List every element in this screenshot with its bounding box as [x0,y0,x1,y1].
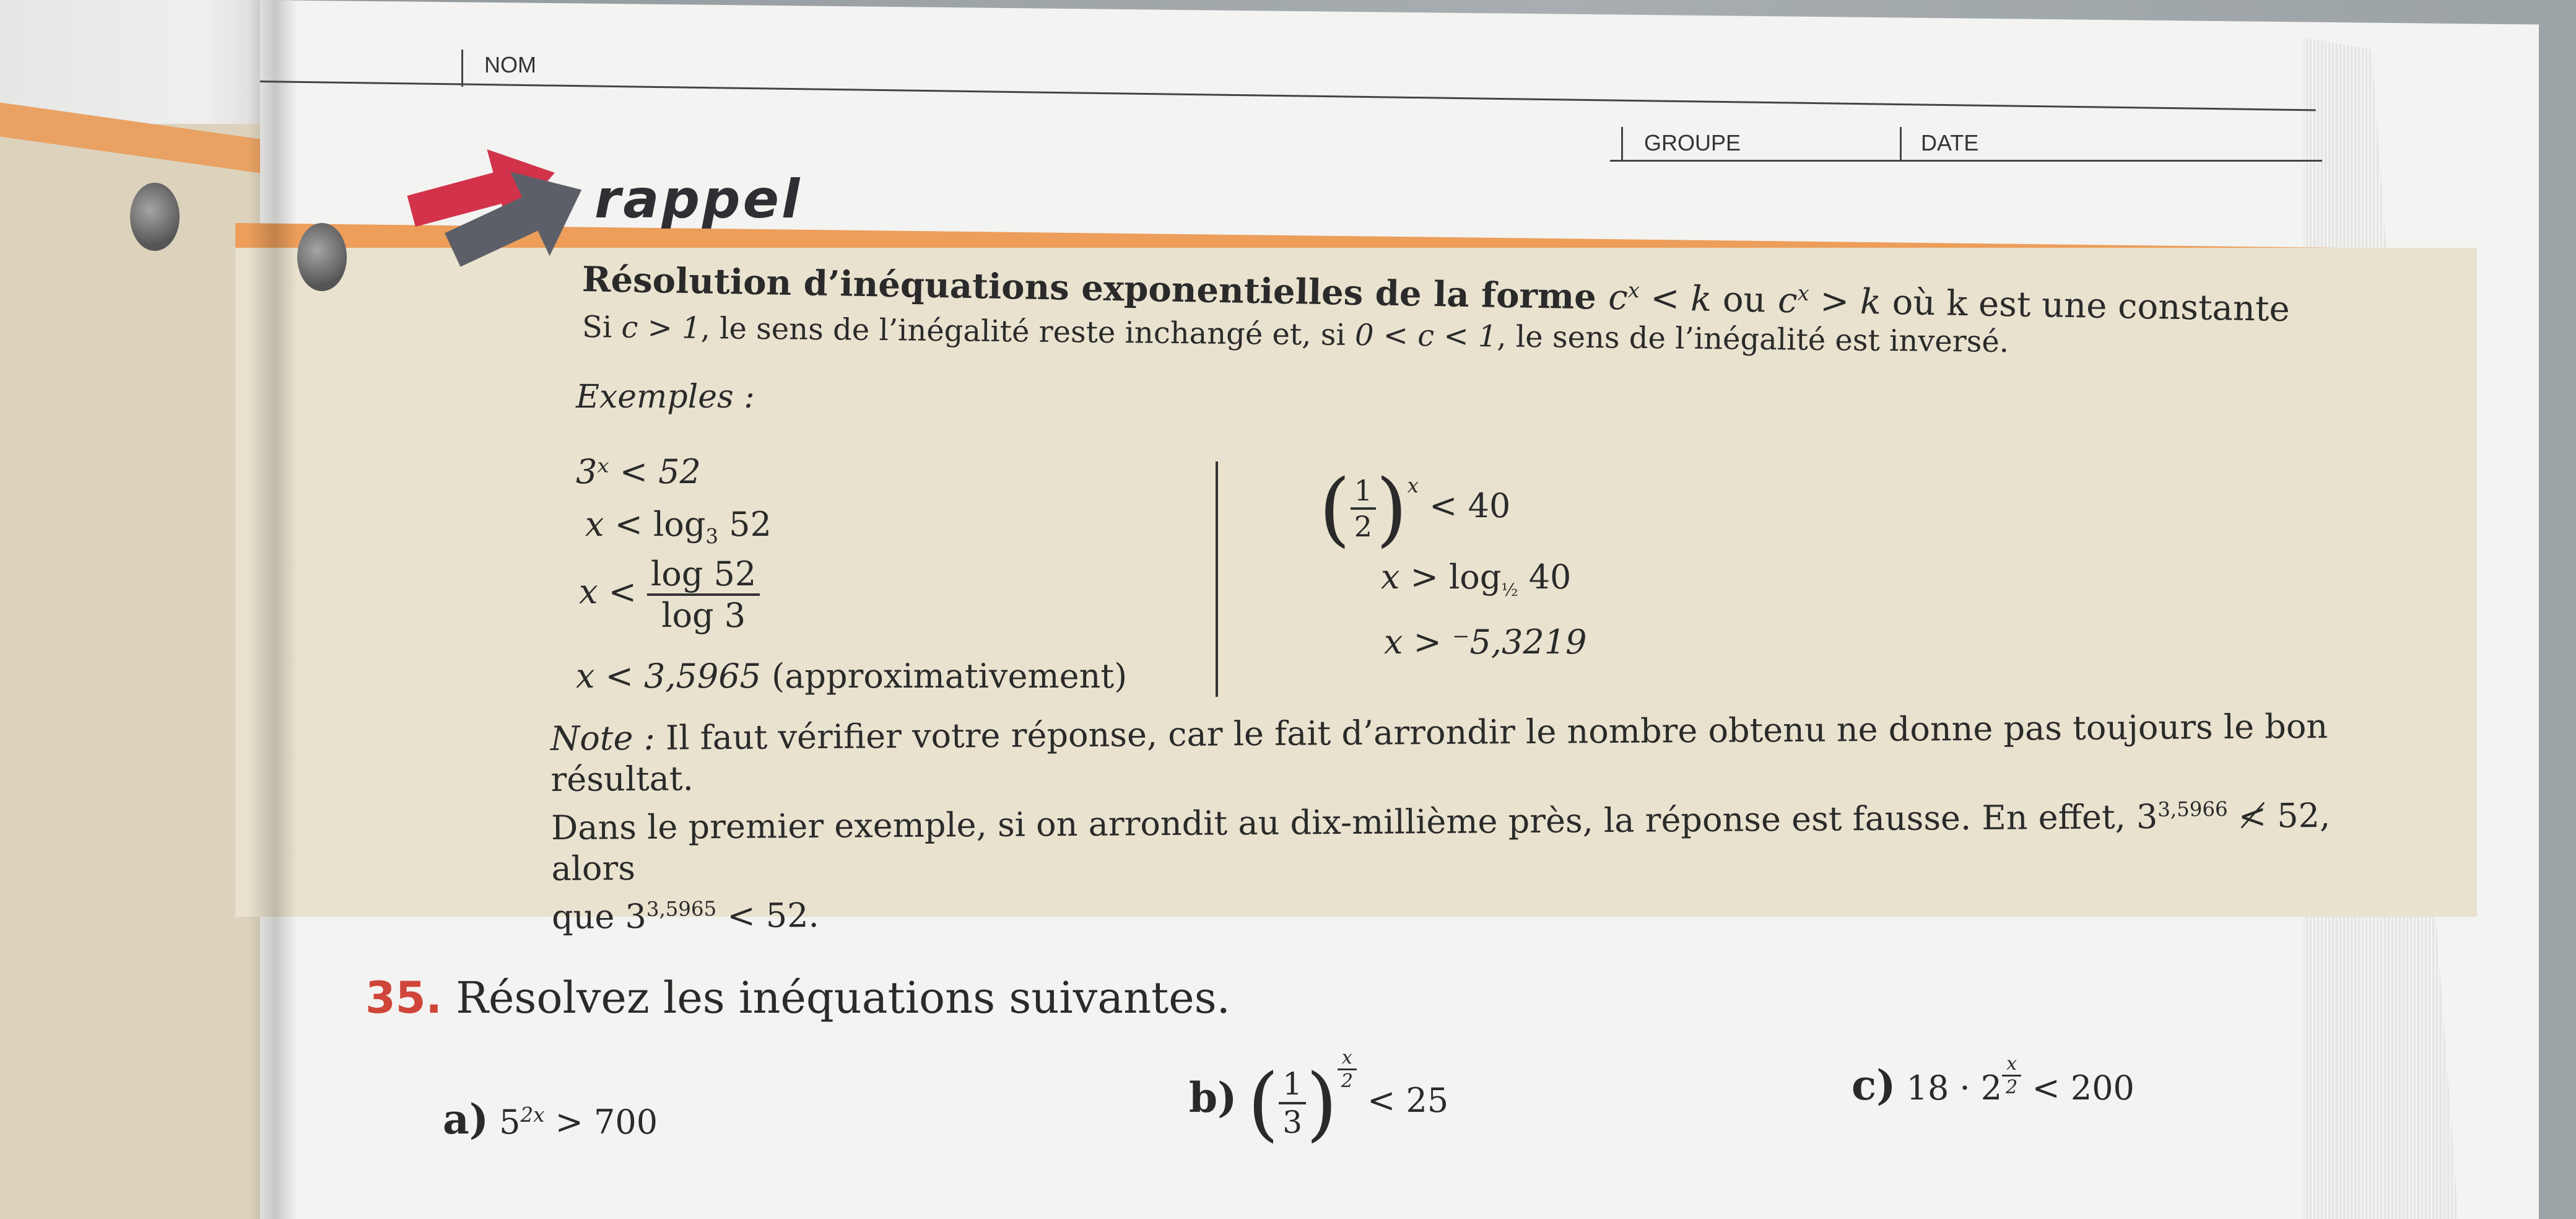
exercise-item-a: a) $5^{2x} > 700$ [443,1095,658,1143]
left-page-band [0,124,266,1219]
nom-label: NOM [484,52,536,77]
right-example-line3: x > ⁻5,3219 [1384,623,1587,662]
item-a-rhs: > 700 [555,1103,658,1142]
left-example-line2: $x < \log_3 52$ [585,505,772,548]
note-text-5: < 52. [727,895,819,936]
left-example-approx-note: (approximativement) [772,657,1128,696]
left-example-line1: 3ˣ < 52 [576,452,701,491]
header-rule-right [1610,160,2322,162]
item-a-label: a) [443,1095,489,1143]
exercise-prompt: Résolvez les inéquations suivantes. [456,972,1230,1023]
exercise-item-b: b) ( $\frac{1}{3}$ ) $^{\frac{x}{2}}$ < 25 [1189,1047,1449,1150]
exercise-item-c: c) 18 · 2 $^{\frac{x}{2}}$ < 200 [1852,1053,2134,1109]
note-text-4: que [551,897,615,937]
rappel-logo-word: rappel [594,168,803,230]
note-text-3: 52, alors [551,795,2331,888]
left-example-line4 [576,657,1127,696]
exercise-number: 35. [365,972,443,1023]
date-separator [1900,127,1902,161]
nom-separator [461,50,463,87]
rule-part3: , le sens de l’inégalité est inversé. [1497,319,2009,360]
log-fraction-numerator: log 52 [647,554,760,596]
examples-divider [1216,461,1218,697]
note-exponent-2: 3,5965 [646,897,717,921]
rule-part2: , le sens de l’inégalité reste inchangé et, si [700,311,1346,352]
right-example-line1: ( $\frac{1}{2}$ )$^x$ < 40 [1319,461,1511,556]
item-c-label: c) [1852,1061,1896,1109]
book-gutter [248,0,297,1219]
left-example-log-base-value: 52 [729,505,772,544]
log-fraction-denominator: log 3 [661,596,746,635]
examples-label: Exemples : [576,378,755,416]
left-example-result: x < 3,5965 [576,657,761,696]
title-prefix: Résolution d’inéquations exponentielles de la forme [581,259,1597,318]
right-example-line2: $x > \log_{\frac{1}{2}} 40$ [1381,557,1572,600]
left-example-line3: x < $\frac{\log 52}{\log 3}$ [579,554,760,635]
item-b-rhs: < 25 [1367,1081,1449,1120]
rappel-title: Résolution d’inéquations exponentielles de la forme $c^x < k$ ou $c^x > k$ où k est une constante [581,259,2291,330]
title-suffix: où k est une constante [1892,282,2291,330]
note-text-1: Il faut vérifier votre réponse, car le fait d’arrondir le nombre obtenu ne donne pas toujours le bon résultat. [550,706,2328,800]
groupe-separator [1621,127,1623,161]
rappel-note: Note : Il faut vérifier votre réponse, car le fait d’arrondir le nombre obtenu ne donne pas toujours le bon résultat. Dans le premier exemple, si on arrondit au dix-millième près, la réponse est fausse. En effet, $3^{3,5966}$ ≮ 52, alors que $3^{3,5965} < 52$. [550,706,2331,937]
groupe-label: GROUPE [1644,130,1741,155]
item-c-rhs: < 200 [2032,1068,2134,1108]
title-or: ou [1722,279,1767,321]
note-text-2: Dans le premier exemple, si on arrondit au dix-millième près, la réponse est fausse. En effet, [550,797,2126,847]
note-exponent-1: 3,5966 [2157,797,2228,821]
binder-ring-left [130,183,180,251]
rule-part1: Si [581,310,612,345]
half-denominator: 2 [1354,510,1372,543]
item-b-label: b) [1189,1073,1237,1122]
date-label: DATE [1921,130,1979,155]
rappel-rule: Si c > 1, le sens de l’inégalité reste inchangé et, si 0 < c < 1, le sens de l’inégalité est inversé. [581,310,2009,360]
binder-ring-right [297,223,347,291]
right-example-rhs: < 40 [1429,486,1511,525]
exercise-35-heading [365,972,1230,1023]
note-label: Note : [550,718,655,759]
half-numerator: 1 [1351,474,1376,510]
right-example-log-value: 40 [1528,557,1572,596]
